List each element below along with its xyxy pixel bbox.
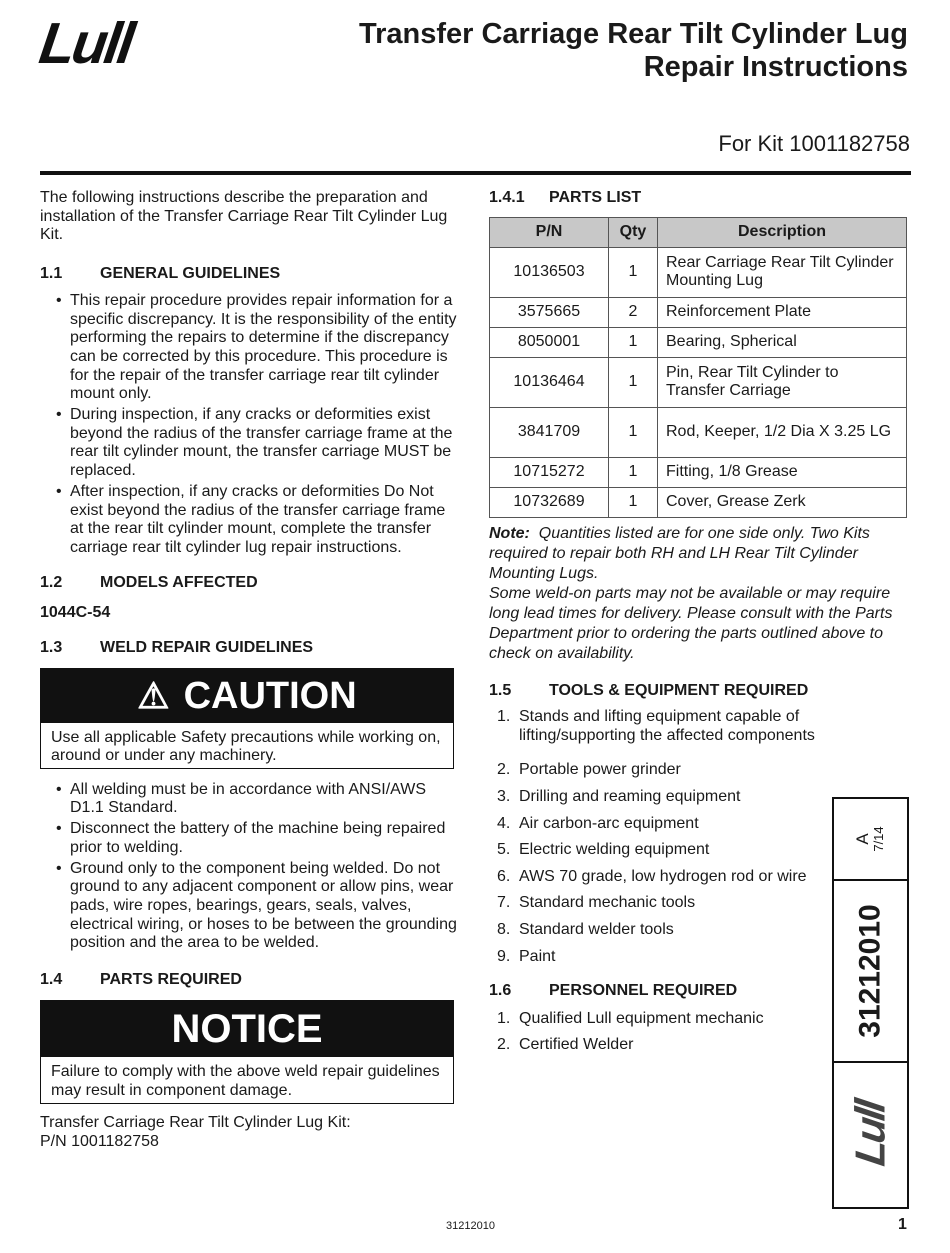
document-id-box: [832, 797, 909, 1209]
list-item: [489, 815, 829, 842]
column-header-qty: Qty: [609, 217, 658, 247]
caution-text: Use all applicable Safety precautions while working on, around or under any machinery.: [51, 728, 441, 765]
list-number: 9.: [497, 947, 511, 965]
intro-text: The following instructions describe the preparation and installation of the Transfer Carriage Rear Tilt Cylinder Lug Kit.: [40, 189, 448, 244]
cell-qty: 1: [609, 357, 658, 407]
section-1-5-heading: 1.5 TOOLS & EQUIPMENT REQUIRED: [489, 681, 809, 699]
notice-box: [40, 1000, 454, 1104]
list-number: 1.: [497, 708, 511, 726]
cell-pn: 10136464: [490, 357, 609, 407]
notice-header: NOTICE: [41, 1001, 453, 1057]
cell-pn: 8050001: [490, 327, 609, 357]
docnum-cell: [834, 881, 907, 1063]
list-item: [489, 894, 829, 921]
table-row: [490, 357, 907, 407]
cell-description: Rod, Keeper, 1/2 Dia X 3.25 LG: [658, 407, 907, 457]
side-lull-logo: Lull: [846, 1099, 894, 1169]
model-affected: 1044C-54: [40, 604, 111, 622]
table-row: [490, 457, 907, 487]
list-number: 6.: [497, 867, 511, 885]
cell-qty: 1: [609, 487, 658, 517]
side-document-number: 31212010: [853, 904, 887, 1038]
column-header-pn: P/N: [490, 217, 609, 247]
table-row: [490, 247, 907, 297]
cell-description: Reinforcement Plate: [658, 297, 907, 327]
cell-qty: 1: [609, 247, 658, 297]
list-text: Paint: [519, 947, 556, 965]
general-guidelines-list: [40, 292, 460, 558]
list-item: • This repair procedure provides repair information for a specific discrepancy. It is the responsibility of the entity performing the repairs to determine if the discrepancy can be corrected by this procedure. This procedure is for the repair of the transfer carriage rear tilt cylinder mount only.: [40, 292, 460, 404]
parts-note: Note: Quantities listed are for one side only. Two Kits required to repair both RH and LH Rear Tilt Cylinder Mounting Lugs. Some weld-on parts may not be available or may require long lead times for delivery. Please consult with the Parts Department prior to ordering the parts outlined above to check on availability.: [489, 524, 893, 662]
section-1-6-heading: 1.6 PERSONNEL REQUIRED: [489, 982, 738, 1000]
list-text: Air carbon-arc equipment: [519, 814, 699, 832]
cell-description: Bearing, Spherical: [658, 327, 907, 357]
list-number: 3.: [497, 788, 511, 805]
weld-guidelines-list: [40, 781, 460, 953]
list-number: 2.: [497, 1036, 511, 1054]
list-number: 7.: [497, 894, 511, 912]
list-number: 1.: [497, 1009, 511, 1027]
list-text: AWS 70 grade, low hydrogen rod or wire: [519, 867, 807, 885]
side-logo-cell: [834, 1063, 907, 1205]
page-title: Transfer Carriage Rear Tilt Cylinder Lug Repair Instructions: [358, 18, 908, 83]
list-number: 4.: [497, 814, 511, 832]
tools-list: [489, 708, 829, 974]
list-text: Stands and lifting equipment capable of lifting/supporting the affected components: [519, 708, 815, 745]
section-1-4-1-heading: 1.4.1 PARTS LIST: [489, 189, 642, 206]
list-item: [489, 788, 829, 815]
revision-date: 7/14: [870, 826, 886, 852]
cell-description: Cover, Grease Zerk: [658, 487, 907, 517]
cell-pn: 10136503: [490, 247, 609, 297]
lull-logo: Lull: [35, 11, 136, 76]
cell-qty: 2: [609, 297, 658, 327]
list-item: [489, 921, 829, 948]
list-text: Portable power grinder: [519, 761, 681, 779]
footer-document-number: 31212010: [446, 1220, 495, 1232]
kit-line-1: Transfer Carriage Rear Tilt Cylinder Lug Kit:: [40, 1113, 351, 1131]
list-item: • During inspection, if any cracks or deformities exist beyond the radius of the transfer carriage frame at the rear tilt cylinder mount, the transfer carriage MUST be replaced.: [40, 406, 460, 481]
list-item: [489, 708, 829, 761]
table-row: [490, 407, 907, 457]
list-item: • Disconnect the battery of the machine being repaired prior to welding.: [40, 820, 460, 857]
list-text: Standard welder tools: [519, 920, 674, 938]
list-number: 5.: [497, 841, 511, 859]
cell-description: Rear Carriage Rear Tilt Cylinder Mounting Lug: [658, 247, 907, 297]
page-number: 1: [898, 1216, 907, 1233]
table-row: [490, 327, 907, 357]
caution-box: [40, 668, 454, 769]
list-item: • All welding must be in accordance with ANSI/AWS D1.1 Standard.: [40, 781, 460, 818]
list-item: [489, 761, 829, 788]
cell-qty: 1: [609, 327, 658, 357]
list-text: Certified Welder: [519, 1036, 634, 1054]
list-text: Drilling and reaming equipment: [519, 788, 741, 805]
section-1-3-heading: 1.3 WELD REPAIR GUIDELINES: [40, 639, 314, 657]
cell-pn: 10732689: [490, 487, 609, 517]
cell-qty: 1: [609, 407, 658, 457]
list-item: [489, 841, 829, 868]
list-text: Qualified Lull equipment mechanic: [519, 1009, 764, 1027]
cell-pn: 3575665: [490, 297, 609, 327]
section-1-2-heading: 1.2 MODELS AFFECTED: [40, 573, 258, 591]
list-item: [489, 948, 829, 975]
warning-triangle-icon: ⚠: [137, 674, 170, 716]
kit-line-2: P/N 1001182758: [40, 1132, 159, 1150]
column-header-description: Description: [658, 217, 907, 247]
left-column: [40, 189, 460, 1151]
kit-number: For Kit 1001182758: [718, 131, 910, 156]
table-row: [490, 297, 907, 327]
revision-cell: [834, 799, 907, 881]
list-item: [489, 868, 829, 895]
list-item: • After inspection, if any cracks or deformities Do Not exist beyond the radius of the transfer carriage frame at the rear tilt cylinder mount, complete the transfer carriage rear tilt cylinder lug repair instructions.: [40, 483, 460, 558]
parts-list-table: [489, 217, 907, 518]
table-row: [490, 487, 907, 517]
notice-text: Failure to comply with the above weld repair guidelines may result in component damage.: [51, 1062, 440, 1099]
list-item: • Ground only to the component being welded. Do not ground to any adjacent component or allow pins, wear pads, wire ropes, bearings, gears, seals, valves, electrical wiring, or hoses to be between the grounding position and the area to be welded.: [40, 860, 460, 954]
cell-pn: 10715272: [490, 457, 609, 487]
revision-letter: A: [852, 833, 872, 845]
cell-description: Fitting, 1/8 Grease: [658, 457, 907, 487]
cell-qty: 1: [609, 457, 658, 487]
section-1-4-heading: 1.4 PARTS REQUIRED: [40, 971, 242, 989]
cell-pn: 3841709: [490, 407, 609, 457]
list-number: 2.: [497, 761, 511, 779]
list-text: Standard mechanic tools: [519, 894, 696, 912]
list-number: 8.: [497, 920, 511, 938]
header-rule: [40, 171, 911, 175]
caution-header: ⚠ CAUTION: [41, 669, 453, 723]
cell-description: Pin, Rear Tilt Cylinder to Transfer Carriage: [658, 357, 907, 407]
section-1-1-heading: 1.1 GENERAL GUIDELINES: [40, 265, 281, 283]
list-text: Electric welding equipment: [519, 841, 710, 859]
